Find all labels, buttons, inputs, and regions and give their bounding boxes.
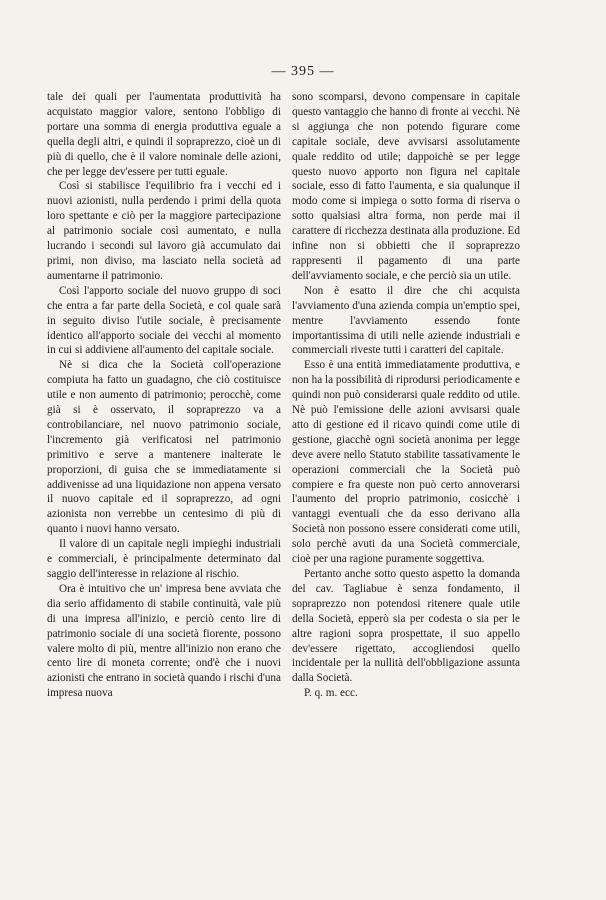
right-column	[292, 90, 520, 701]
left-column	[47, 90, 281, 701]
paragraph: Pertanto anche sotto questo aspetto la domanda del cav. Tagliabue è senza fondamento, il sopraprezzo non potendosi ritenere quale utile della Società, epperò sia per codesta o sia per le altre ragioni sopra prospettate, il suo appello dev'essere rigettato, accogliendosi quello incidentale per la nullità dell'obbligazione assunta dalla Società.	[292, 568, 520, 685]
paragraph: Ora è intuitivo che un' impresa bene avviata che dia serio affidamento di stabile continuità, vale più di una impresa all'inizio, e perciò cento lire di patrimonio sociale di una società fiorente, possono valere molto di più, mentre all'inizio non erano che cento lire di moneta corrente; ond'è che i nuovi azionisti che entrano in società quando i rischi d'una impresa nuova	[47, 582, 281, 700]
paragraph: Nè si dica che la Società coll'operazione compiuta ha fatto un guadagno, che ciò costituisce utile e non aumento di patrimonio; perocchè, come già si è osservato, il sopraprezzo va a controbilanciare, nel nuovo patrimonio sociale, l'incremento già verificatosi nel patrimonio primitivo e serve a mantenere inalterate le proporzioni, di guisa che se immediatamente si addivenisse ad una liquidazione non appena versato il nuovo capitale ed il sopraprezzo, ad ogni azionista non verrebbe un centesimo di più di quanto i nuovi hanno versato.	[47, 359, 281, 536]
paragraph: Non è esatto il dire che chi acquista l'avviamento d'una azienda compia un'emptio spei, mentre l'avviamento essendo fonte importantissima di utili nelle aziende industriali e commerciali riveste tutti i caratteri del capitale.	[292, 284, 520, 357]
paragraph: Esso è una entità immediatamente produttiva, e non ha la possibilità di riprodursi periodicamente e quindi non può considerarsi quale reddito od utile. Nè può l'emissione delle azioni avvisarsi quale atto di gestione ed il ricavo quindi come utile di gestione, giacchè ogni società anonima per legge deve avere nello Statuto stabilite tassativamente le operazioni commerciali che la Società può compiere e fra queste non può certo annoverarsi l'aumento del proprio patrimonio, cosicchè i vantaggi eventuali che da esso derivano alla Società non possono essere considerati come utili, solo perchè avuti da una Società commerciale, cioè per una ragione puramente soggettiva.	[292, 359, 520, 566]
paragraph: Il valore di un capitale negli impieghi industriali e commerciali, è principalmente determinato dal saggio dell'interesse in relazione al rischio.	[47, 538, 281, 580]
paragraph: tale dei quali per l'aumentata produttività ha acquistato maggior valore, sentono l'obbligo di portare una somma di energia produttiva eguale a quella degli altri, e quindi il sopraprezzo, cioè un di più di quello, che è il valore nominale delle azioni, che per legge dev'essere per tutti eguale.	[47, 91, 281, 178]
paragraph: Così si stabilisce l'equilibrio fra i vecchi ed i nuovi azionisti, nulla perdendo i primi della quota loro spettante e ciò per la maggiore partecipazione al patrimonio sociale così aumentato, e nulla lucrando i secondi sul lavoro già accumulato dai primi, non diviso, ma lasciato nella società ad aumentarne il patrimonio.	[47, 180, 281, 282]
paragraph: P. q. m. ecc.	[304, 687, 358, 700]
paragraph: Così l'apporto sociale del nuovo gruppo di soci che entra a far parte della Società, e col quale sarà in seguito diviso l'utile sociale, è precisamente identico all'apporto sociale dei vecchi al momento in cui si addiviene all'aumento del capitale sociale.	[47, 284, 281, 357]
paragraph: sono scomparsi, devono compensare in capitale questo vantaggio che hanno di fronte ai vecchi. Nè si aggiunga che non potendo figurare come capitale sociale, deve avvisarsi assolutamente quale reddito od utile; dappoichè se per legge questo nuovo apporto non figura nel capitale sociale, esso di fatto l'aumenta, e sia qualunque il modo come si impiega o sotto forma di riserva o sotto qualsiasi altra forma, non perde mai il carattere di ricchezza destinata alla produzione. Ed infine non si obbietti che il sopraprezzo rappresenti il pagamento di una parte dell'avviamento sociale, e che perciò sia un utile.	[292, 91, 520, 282]
page-number: — 395 —	[271, 64, 335, 79]
